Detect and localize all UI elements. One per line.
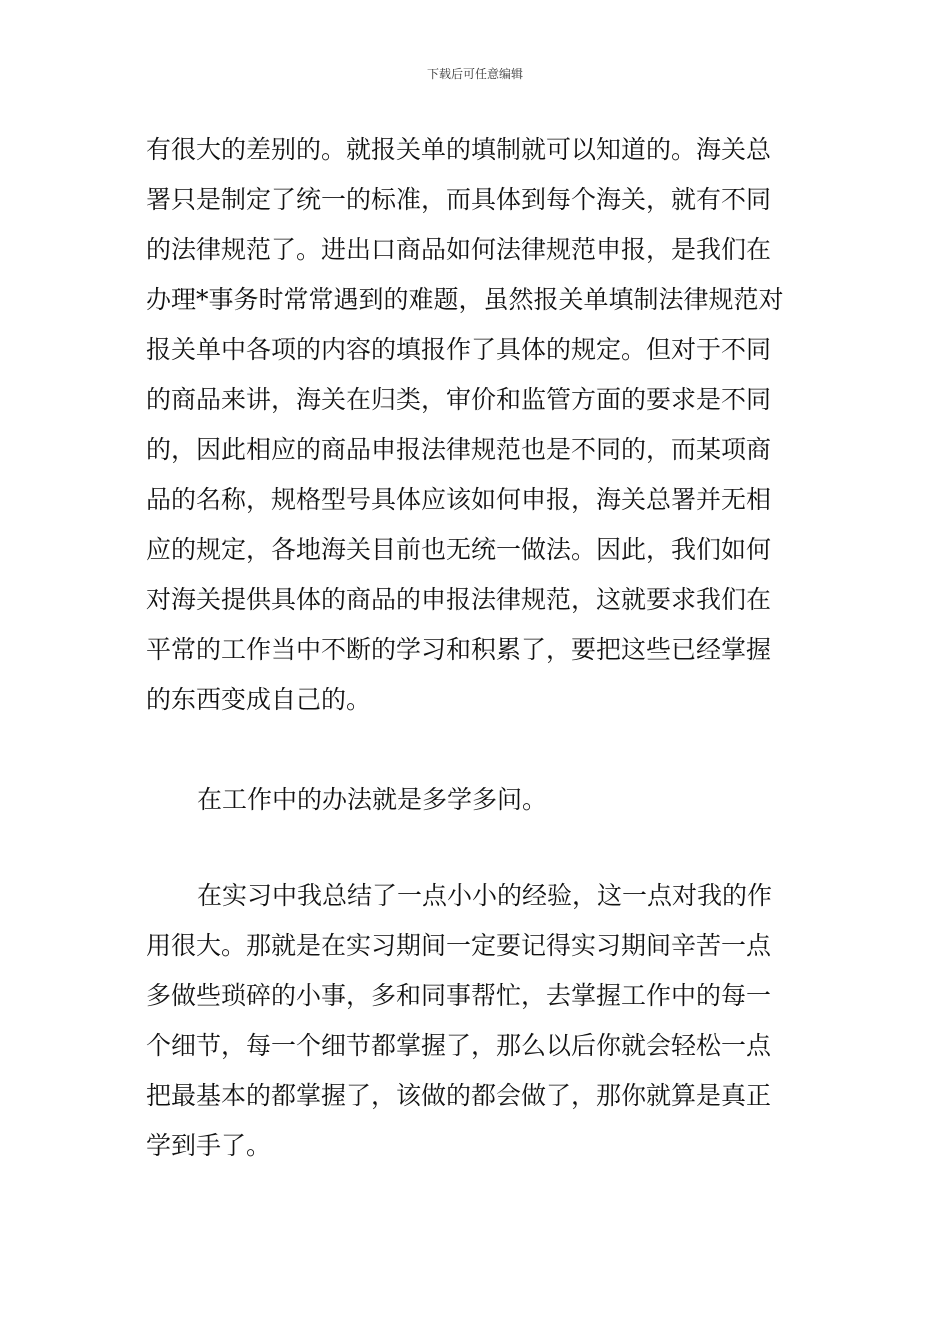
paragraph-1-line-1: 有很大的差别的。就报关单的填制就可以知道的。海关总 [146, 135, 772, 164]
header-note: 下载后可任意编辑 [426, 67, 523, 81]
paragraph-1-line-10: 对海关提供具体的商品的申报法律规范，这就要求我们在 [146, 585, 772, 614]
paragraph-1-line-3: 的法律规范了。进出口商品如何法律规范申报，是我们在 [146, 235, 772, 264]
paragraph-2-line-1: 在工作中的办法就是多学多问。 [197, 785, 548, 814]
paragraph-1-line-11: 平常的工作当中不断的学习和积累了，要把这些已经掌握 [146, 635, 772, 664]
paragraph-1-line-4: 办理*事务时常常遇到的难题，虽然报关单填制法律规范对 [146, 285, 784, 314]
paragraph-1-line-8: 品的名称，规格型号具体应该如何申报，海关总署并无相 [146, 485, 772, 514]
paragraph-1-line-12: 的东西变成自己的。 [146, 685, 372, 714]
paragraph-3-line-1: 在实习中我总结了一点小小的经验，这一点对我的作 [197, 881, 773, 910]
paragraph-3-line-3: 多做些琐碎的小事，多和同事帮忙，去掌握工作中的每一 [146, 981, 772, 1010]
paragraph-1-line-6: 的商品来讲，海关在归类，审价和监管方面的要求是不同 [146, 385, 772, 414]
paragraph-1-line-2: 署只是制定了统一的标准，而具体到每个海关，就有不同 [146, 185, 772, 214]
paragraph-3-line-4: 个细节，每一个细节都掌握了，那么以后你就会轻松一点 [146, 1031, 772, 1060]
paragraph-1-line-7: 的，因此相应的商品申报法律规范也是不同的，而某项商 [146, 435, 772, 464]
paragraph-3-line-5: 把最基本的都掌握了，该做的都会做了，那你就算是真正 [146, 1081, 772, 1110]
paragraph-3-line-6: 学到手了。 [146, 1131, 272, 1160]
paragraph-3-line-2: 用很大。那就是在实习期间一定要记得实习期间辛苦一点 [146, 931, 772, 960]
paragraph-1-line-5: 报关单中各项的内容的填报作了具体的规定。但对于不同 [146, 335, 772, 364]
paragraph-1-line-9: 应的规定，各地海关目前也无统一做法。因此，我们如何 [146, 535, 772, 564]
